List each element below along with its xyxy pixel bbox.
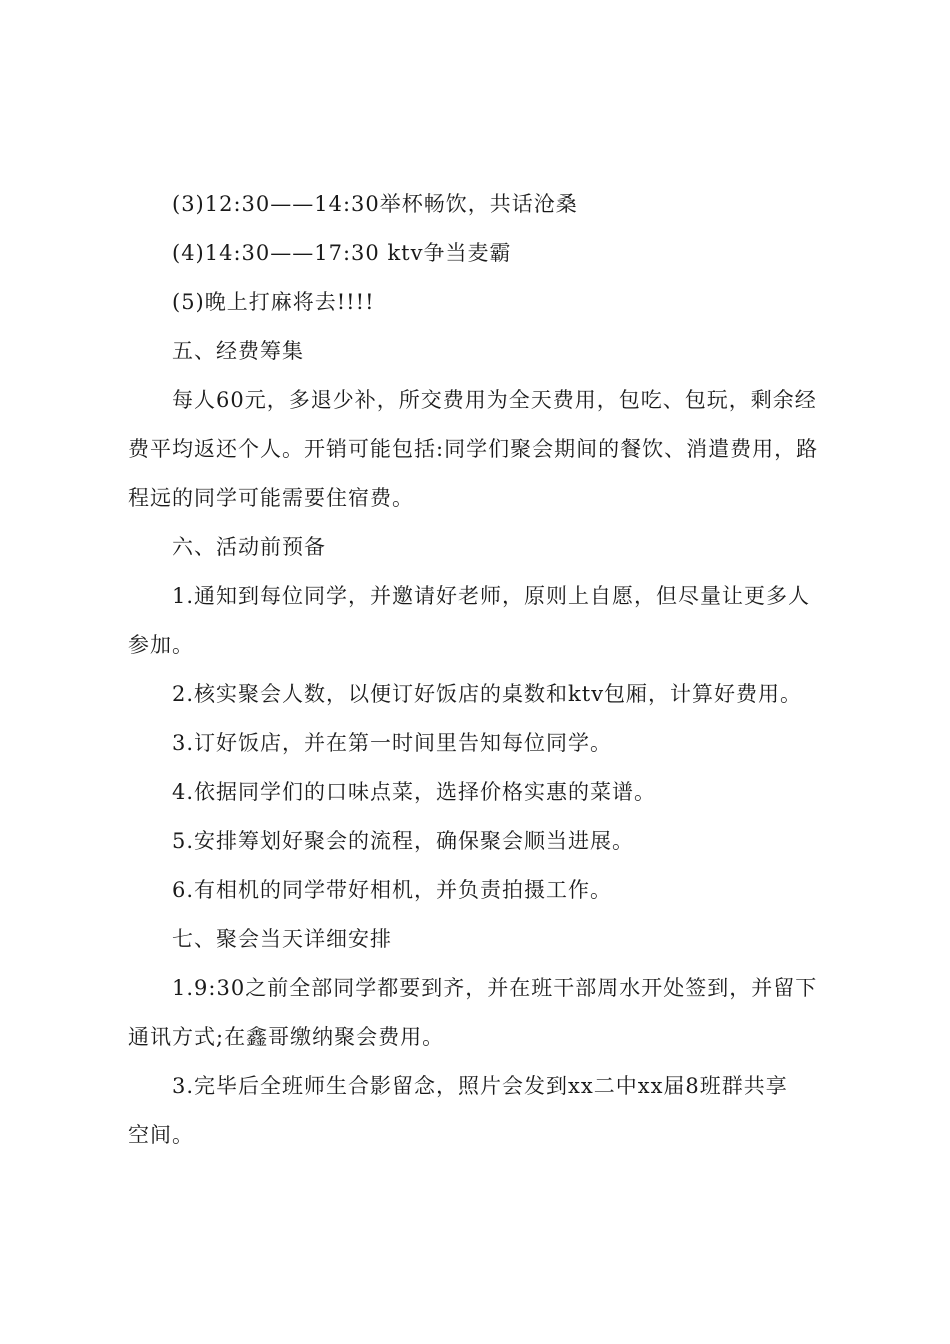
- funding-paragraph-line-2: 费平均返还个人。开销可能包括:同学们聚会期间的餐饮、消遣费用，路: [128, 437, 819, 461]
- day-item-3-line-2: 空间。: [128, 1123, 194, 1147]
- schedule-item-4: (4)14:30——17:30 ktv争当麦霸: [172, 241, 512, 265]
- prep-item-6: 6.有相机的同学带好相机，并负责拍摄工作。: [172, 878, 613, 902]
- schedule-item-5: (5)晚上打麻将去!!!!: [172, 290, 375, 314]
- document-body: [128, 180, 833, 1160]
- day-item-1-line-2: 通讯方式;在鑫哥缴纳聚会费用。: [128, 1025, 445, 1049]
- section-heading-day-arrangement: 七、聚会当天详细安排: [172, 927, 392, 951]
- prep-item-5: 5.安排筹划好聚会的流程，确保聚会顺当进展。: [172, 829, 635, 853]
- schedule-item-3: (3)12:30——14:30举杯畅饮，共话沧桑: [172, 192, 578, 216]
- prep-item-1-line-2: 参加。: [128, 633, 194, 657]
- section-heading-funding: 五、经费筹集: [172, 339, 304, 363]
- funding-paragraph-line-3: 程远的同学可能需要住宿费。: [128, 486, 414, 510]
- prep-item-2: 2.核实聚会人数，以便订好饭店的桌数和ktv包厢，计算好费用。: [172, 682, 803, 706]
- prep-item-4: 4.依据同学们的口味点菜，选择价格实惠的菜谱。: [172, 780, 657, 804]
- day-item-3-line-1: 3.完毕后全班师生合影留念，照片会发到xx二中xx届8班群共享: [172, 1074, 788, 1098]
- section-heading-preparation: 六、活动前预备: [172, 535, 326, 559]
- funding-paragraph-line-1: 每人60元，多退少补，所交费用为全天费用，包吃、包玩，剩余经: [172, 388, 817, 412]
- day-item-1-line-1: 1.9:30之前全部同学都要到齐，并在班干部周水开处签到，并留下: [172, 976, 818, 1000]
- prep-item-1-line-1: 1.通知到每位同学，并邀请好老师，原则上自愿，但尽量让更多人: [172, 584, 811, 608]
- prep-item-3: 3.订好饭店，并在第一时间里告知每位同学。: [172, 731, 613, 755]
